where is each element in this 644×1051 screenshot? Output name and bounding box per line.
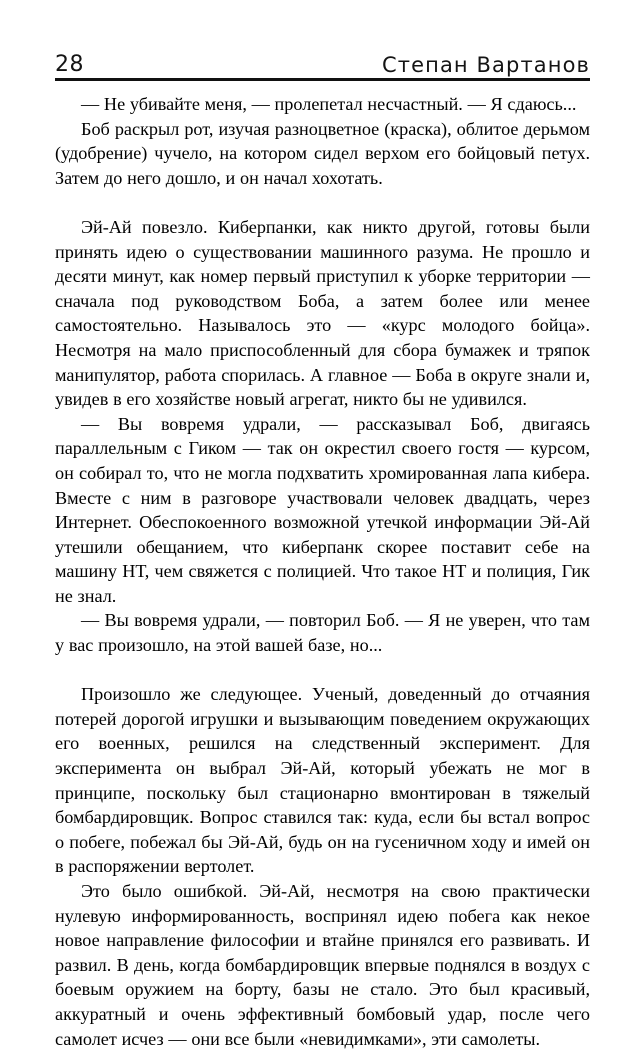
paragraph: — Вы вовремя удрали, — рассказывал Боб, двигаясь параллельным с Гиком — так он окрестил своего гостя — курсом, он собирал то, что не могла подхватить хромированная лапа кибера. Вместе с ним в разговоре участвовали человек двадцать, через Интернет. Обеспокоенного возможной утечкой информации Эй-Ай утешили обещанием, что киберпанк скорее поставит себе на машину НТ, чем свяжется с полицией. Что такое НТ и полиция, Гик не знал. [55,413,590,606]
paragraph: Эй-Ай повезло. Киберпанки, как никто другой, готовы были принять идею о существовании машинного разума. Не прошло и десяти минут, как номер первый приступил к уборке территории — сначала под руководством Боба, а затем более или менее самостоятельно. Называлось это — «курс молодого бойца». Несмотря на мало приспособленный для сбора бумажек и тряпок манипулятор, работа спорилась. А главное — Боба в округе знали и, увидев в его хозяйстве новый агрегат, никто бы не удивился. [55,216,590,410]
running-title-author: Степан Вартанов [382,53,590,77]
body-text-block [55,92,590,1051]
paragraph: Боб раскрыл рот, изучая разноцветное (краска), облитое дерьмом (удобрение) чучело, на котором сидел верхом его бойцовый петух. Затем до него дошло, и он начал хохотать. [55,118,590,188]
paragraph: Произошло же следующее. Ученый, доведенный до отчаяния потерей дорогой игрушки и вызывающим поведением окружающих его военных, решился на следственный эксперимент. Для эксперимента он выбрал Эй-Ай, который убежать не мог в принципе, поскольку был стационарно вмонтирован в тяжелый бомбардировщик. Вопрос ставился так: куда, если бы встал вопрос о побеге, побежал бы Эй-Ай, будь он на гусеничном ходу и имей он в распоряжении вертолет. [55,684,590,877]
paragraph: — Вы вовремя удрали, — повторил Боб. — Я не уверен, что там у вас произошло, на этой вашей базе, но... [55,610,590,656]
page-number: 28 [55,52,84,77]
paragraph: Это было ошибкой. Эй-Ай, несмотря на свою практически нулевую информированность, воспринял идею побега как некое новое направление философии и втайне принялся его развивать. И развил. В день, когда бомбардировщик впервые поднялся в воздух с боевым оружием на борту, базы не стало. Это был красивый, аккуратный и очень эффективный бомбовый удар, после чего самолет исчез — они все были «невидимками», эти самолеты. [55,881,590,1049]
running-header [55,40,590,76]
paragraph: — Не убивайте меня, — пролепетал несчастный. — Я сдаюсь... [81,94,577,114]
header-divider-rule [55,78,590,81]
